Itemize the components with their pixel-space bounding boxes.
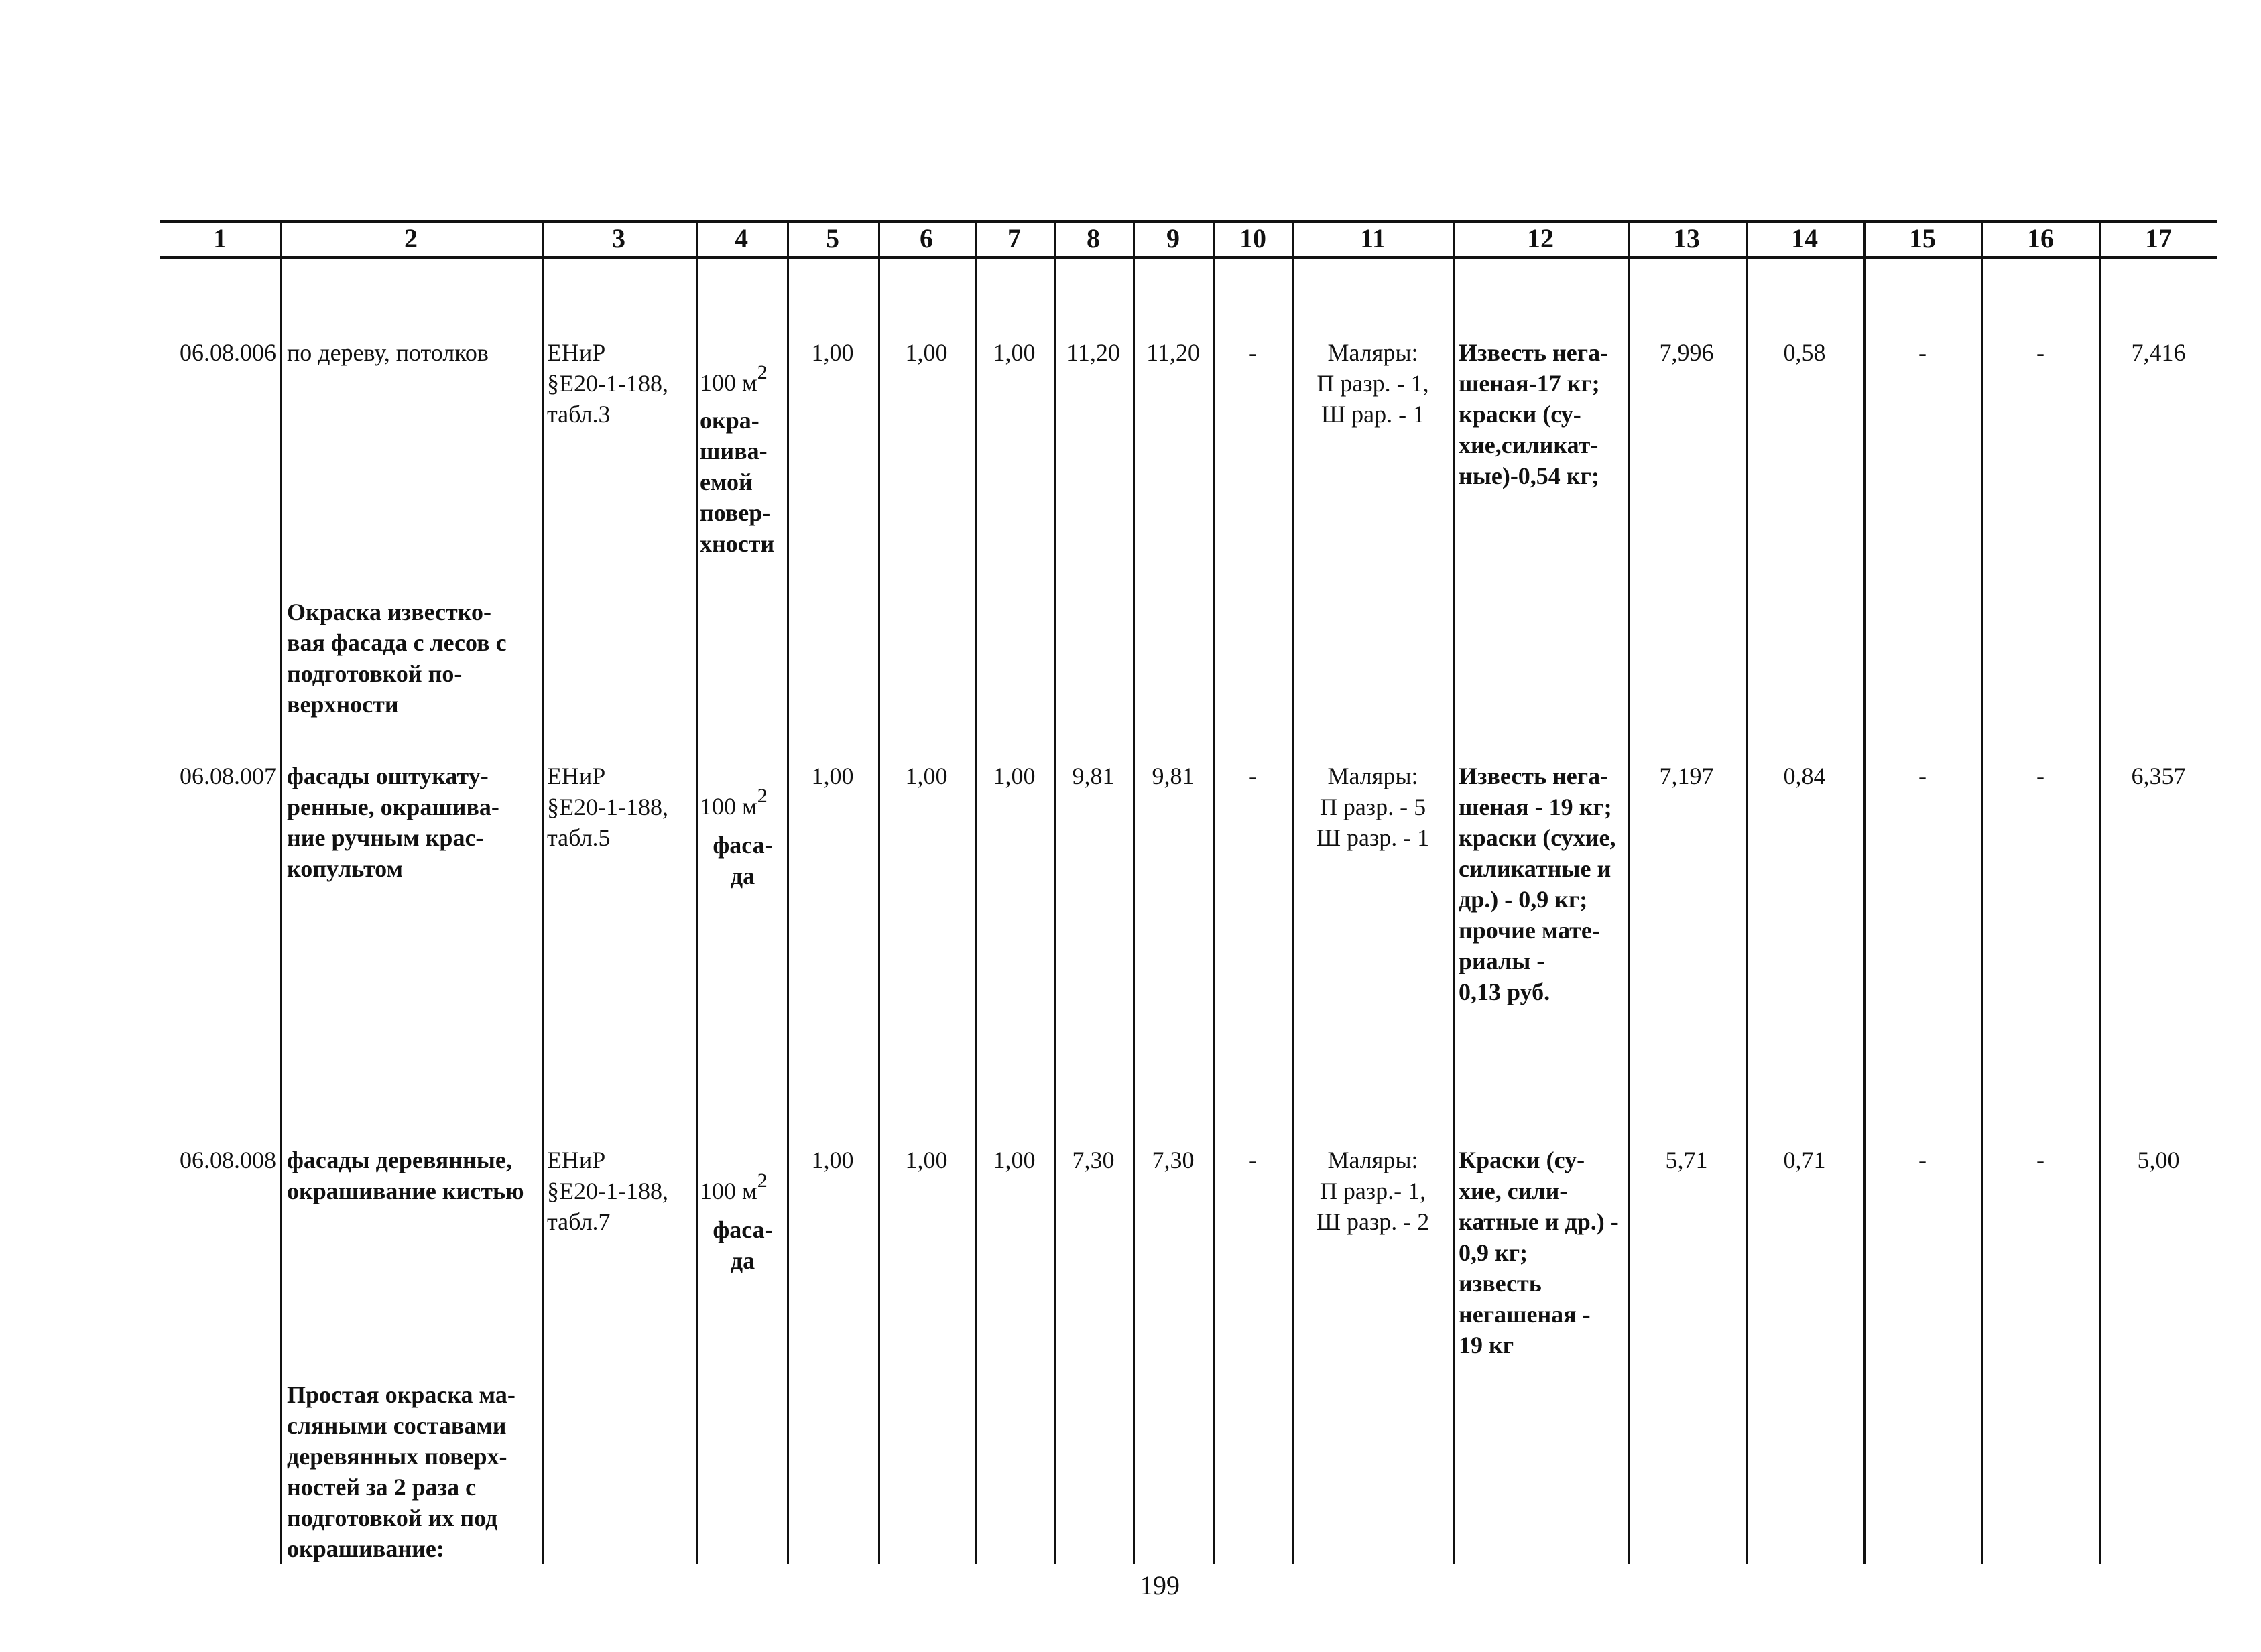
page-number: 199 xyxy=(1140,1570,1180,1600)
row-workers: Маляры: П разр. - 1, Ш рар. - 1 xyxy=(1317,339,1429,428)
col-divider xyxy=(1133,220,1135,1564)
row-col-10: - xyxy=(1249,763,1257,789)
row-col-5: 1,00 xyxy=(811,339,854,366)
row-code: 06.08.007 xyxy=(180,763,276,789)
row-unit-desc: фаса- да xyxy=(713,832,773,889)
row-col-17: 5,00 xyxy=(2137,1147,2180,1173)
col-divider xyxy=(1213,220,1215,1564)
row-unit-desc: окра- шива- емой повер- хности xyxy=(700,407,775,557)
header-col-14: 14 xyxy=(1791,223,1818,253)
col-divider xyxy=(1628,220,1630,1564)
row-reference: ЕНиР §Е20-1-188, табл.7 xyxy=(547,1147,668,1235)
row-materials: Известь нега- шеная - 19 кг; краски (сухие, силикатные и др.) - 0,9 кг; прочие мате- риалы - 0,13 руб. xyxy=(1459,763,1616,1005)
header-col-2: 2 xyxy=(404,223,418,253)
col-divider xyxy=(787,220,789,1564)
row-col-16: - xyxy=(2036,763,2044,789)
row-col-14: 0,71 xyxy=(1783,1147,1826,1173)
col-divider xyxy=(1863,220,1866,1564)
row-col-16: - xyxy=(2036,339,2044,366)
row-col-13: 7,197 xyxy=(1659,763,1714,789)
col-divider xyxy=(975,220,977,1564)
row-name: фасады оштукату- ренные, окрашива- ние ручным крас- копультом xyxy=(287,763,499,882)
header-col-13: 13 xyxy=(1673,223,1700,253)
unit-main: 100 м xyxy=(700,369,757,396)
row-col-7: 1,00 xyxy=(993,339,1036,366)
row-name: по дереву, потолков xyxy=(287,339,489,366)
header-col-16: 16 xyxy=(2027,223,2054,253)
unit-superscript: 2 xyxy=(757,361,768,383)
header-col-4: 4 xyxy=(735,223,748,253)
row-unit xyxy=(700,785,786,824)
row-col-5: 1,00 xyxy=(811,763,854,789)
row-col-7: 1,00 xyxy=(993,1147,1036,1173)
col-divider xyxy=(542,220,544,1564)
row-col-8: 7,30 xyxy=(1072,1147,1115,1173)
header-bottom-rule xyxy=(160,256,2217,259)
row-reference: ЕНиР §Е20-1-188, табл.5 xyxy=(547,763,668,851)
section-title-lime-facade: Окраска известко- вая фасада с лесов с подготовкой по- верхности xyxy=(287,598,507,718)
row-col-9: 9,81 xyxy=(1152,763,1195,789)
row-col-17: 6,357 xyxy=(2131,763,2186,789)
row-materials: Известь нега- шеная-17 кг; краски (су- хие,силикат- ные)-0,54 кг; xyxy=(1459,339,1609,489)
col-divider xyxy=(1453,220,1455,1564)
unit-main: 100 м xyxy=(700,1178,757,1204)
row-unit xyxy=(700,361,786,400)
header-col-1: 1 xyxy=(213,223,227,253)
row-col-8: 9,81 xyxy=(1072,763,1115,789)
col-divider xyxy=(696,220,698,1564)
unit-superscript: 2 xyxy=(757,1169,768,1192)
row-col-9: 7,30 xyxy=(1152,1147,1195,1173)
header-col-3: 3 xyxy=(612,223,625,253)
col-divider xyxy=(1981,220,1983,1564)
row-col-15: - xyxy=(1918,1147,1927,1173)
row-col-10: - xyxy=(1249,339,1257,366)
row-code: 06.08.008 xyxy=(180,1147,276,1173)
row-col-10: - xyxy=(1249,1147,1257,1173)
header-col-11: 11 xyxy=(1360,223,1386,253)
row-col-6: 1,00 xyxy=(905,1147,948,1173)
section-title-oil-wood: Простая окраска ма- сляными составами деревянных поверх- ностей за 2 раза с подготовкой их под окрашивание: xyxy=(287,1381,515,1562)
header-col-7: 7 xyxy=(1007,223,1021,253)
row-col-15: - xyxy=(1918,763,1927,789)
row-col-6: 1,00 xyxy=(905,339,948,366)
unit-superscript: 2 xyxy=(757,785,768,807)
row-col-14: 0,84 xyxy=(1783,763,1826,789)
row-col-13: 5,71 xyxy=(1665,1147,1708,1173)
row-col-9: 11,20 xyxy=(1146,339,1200,366)
row-col-8: 11,20 xyxy=(1066,339,1120,366)
row-col-7: 1,00 xyxy=(993,763,1036,789)
col-divider xyxy=(878,220,880,1564)
col-divider xyxy=(1054,220,1056,1564)
row-col-13: 7,996 xyxy=(1659,339,1714,366)
header-col-8: 8 xyxy=(1087,223,1100,253)
row-name: фасады деревянные, окрашивание кистью xyxy=(287,1147,524,1204)
unit-main: 100 м xyxy=(700,793,757,820)
row-workers: Маляры: П разр. - 5 Ш разр. - 1 xyxy=(1316,763,1430,851)
col-divider xyxy=(1746,220,1748,1564)
row-col-6: 1,00 xyxy=(905,763,948,789)
header-col-15: 15 xyxy=(1909,223,1936,253)
header-col-6: 6 xyxy=(920,223,933,253)
row-unit-desc: фаса- да xyxy=(713,1216,773,1274)
col-divider xyxy=(2099,220,2101,1564)
col-divider xyxy=(280,220,282,1564)
row-col-14: 0,58 xyxy=(1783,339,1826,366)
header-col-9: 9 xyxy=(1166,223,1180,253)
row-col-16: - xyxy=(2036,1147,2044,1173)
col-divider xyxy=(1292,220,1294,1564)
header-col-17: 17 xyxy=(2145,223,2172,253)
row-unit xyxy=(700,1169,786,1208)
row-workers: Маляры: П разр.- 1, Ш разр. - 2 xyxy=(1316,1147,1430,1235)
header-col-5: 5 xyxy=(826,223,839,253)
header-col-12: 12 xyxy=(1527,223,1554,253)
row-col-15: - xyxy=(1918,339,1927,366)
row-materials: Краски (су- хие, сили- катные и др.) - 0,9 кг; известь негашеная - 19 кг xyxy=(1459,1147,1619,1358)
row-col-5: 1,00 xyxy=(811,1147,854,1173)
row-code: 06.08.006 xyxy=(180,339,276,366)
row-col-17: 7,416 xyxy=(2131,339,2186,366)
header-col-10: 10 xyxy=(1239,223,1266,253)
row-reference: ЕНиР §Е20-1-188, табл.3 xyxy=(547,339,668,428)
